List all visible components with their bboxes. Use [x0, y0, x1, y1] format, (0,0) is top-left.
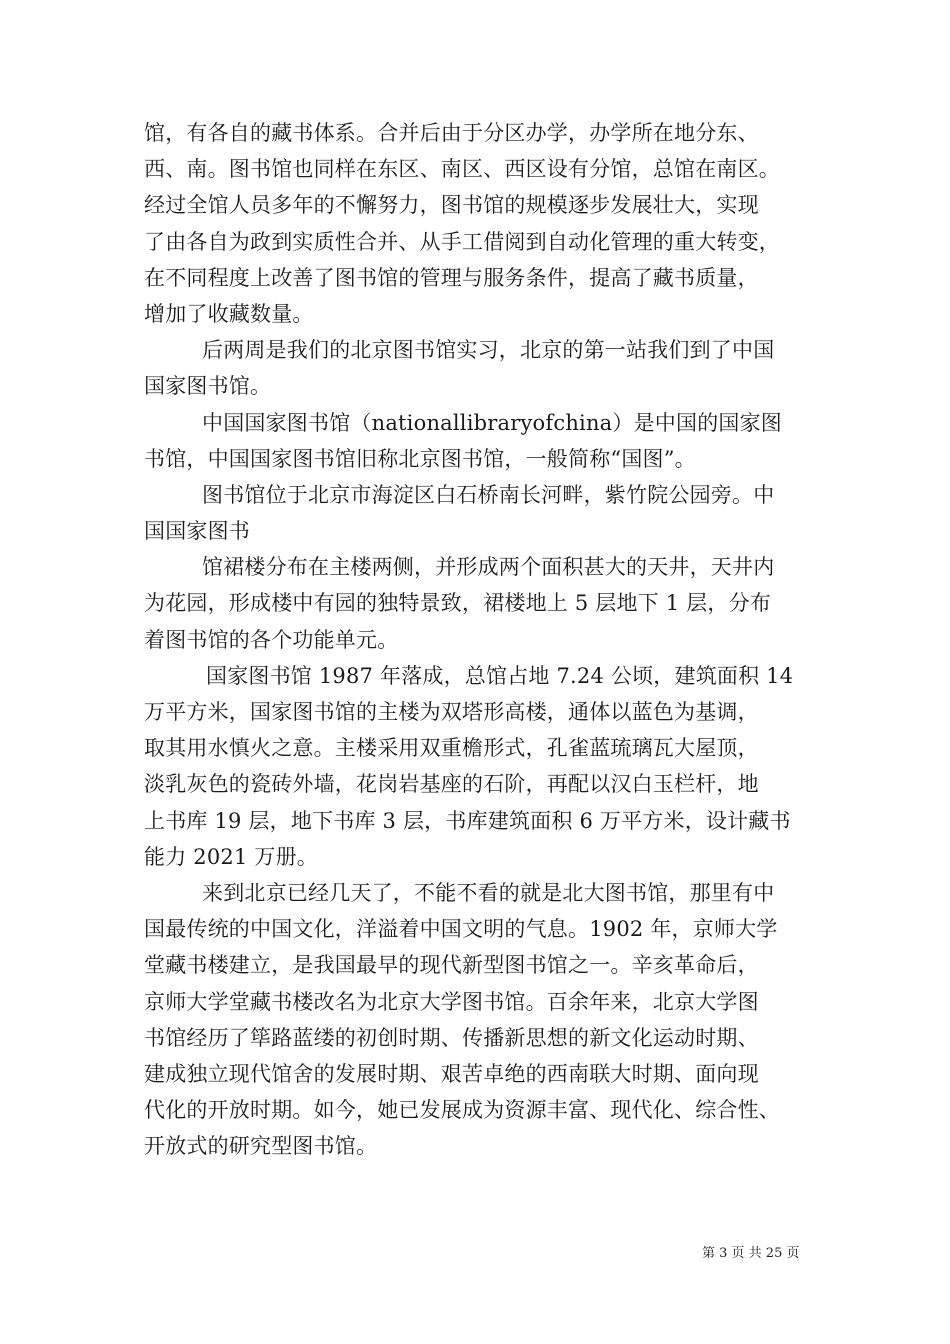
text-line: 国家图书馆 1987 年落成，总馆占地 7.24 公顷，建筑面积 14 [206, 663, 794, 688]
paragraph [144, 332, 834, 404]
text-line: 了由各自为政到实质性合并、从手工借阅到自动化管理的重大转变， [144, 229, 780, 254]
text-line: 西、南。图书馆也同样在东区、南区、西区设有分馆，总馆在南区。 [144, 157, 780, 182]
text-line: 书馆，中国国家图书馆旧称北京图书馆，一般简称“国图”。 [144, 446, 696, 471]
text-line: 在不同程度上改善了图书馆的管理与服务条件，提高了藏书质量， [144, 265, 759, 290]
text-line: 图书馆位于北京市海淀区白石桥南长河畔，紫竹院公园旁。中 [202, 482, 775, 507]
text-line: 代化的开放时期。如今，她已发展成为资源丰富、现代化、综合性、 [144, 1098, 780, 1123]
text-line: 为花园，形成楼中有园的独特景致，裙楼地上 5 层地下 1 层，分布 [144, 591, 772, 616]
paragraph [144, 549, 834, 658]
text-line: 书馆经历了筚路蓝缕的初创时期、传播新思想的新文化运动时期、 [144, 1025, 759, 1050]
text-line: 取其用水慎火之意。主楼采用双重檐形式，孔雀蓝琉璃瓦大屋顶， [144, 736, 759, 761]
text-line: 建成独立现代馆舍的发展时期、艰苦卓绝的西南联大时期、面向现 [144, 1061, 759, 1086]
text-line: 堂藏书楼建立，是我国最早的现代新型图书馆之一。辛亥革命后， [144, 953, 759, 978]
text-line: 国家图书馆。 [144, 374, 272, 399]
document-body [144, 115, 834, 1164]
text-line: 国国家图书 [144, 519, 250, 544]
text-line: 淡乳灰色的瓷砖外墙，花岗岩基座的石阶，再配以汉白玉栏杆，地 [144, 772, 759, 797]
paragraph [144, 115, 834, 332]
paragraph [144, 477, 834, 549]
text-line: 能力 2021 万册。 [144, 844, 318, 869]
text-line: 馆裙楼分布在主楼两侧，并形成两个面积甚大的天井，天井内 [202, 555, 775, 580]
text-line: 经过全馆人员多年的不懈努力，图书馆的规模逐步发展壮大，实现 [144, 193, 759, 218]
page-number-footer: 第 3 页 共 25 页 [702, 1246, 800, 1261]
text-line: 来到北京已经几天了，不能不看的就是北大图书馆，那里有中 [202, 880, 775, 905]
text-line: 京师大学堂藏书楼改名为北京大学图书馆。百余年来，北京大学图 [144, 989, 759, 1014]
text-line: 开放式的研究型图书馆。 [144, 1134, 378, 1159]
paragraph [144, 405, 834, 477]
paragraph [144, 658, 834, 875]
paragraph [144, 875, 834, 1165]
text-line: 万平方米，国家图书馆的主楼为双塔形高楼，通体以蓝色为基调， [144, 700, 759, 724]
text-line: 上书库 19 层，地下书库 3 层，书库建筑面积 6 万平方米，设计藏书 [144, 808, 791, 833]
text-line: 增加了收藏数量。 [144, 301, 314, 326]
text-line: 中国国家图书馆（nationallibraryofchina）是中国的国家图 [202, 410, 783, 435]
text-line: 馆，有各自的藏书体系。合并后由于分区办学，办学所在地分东、 [144, 121, 759, 145]
text-line: 国最传统的中国文化，洋溢着中国文明的气息。1902 年，京师大学 [144, 917, 778, 942]
text-line: 着图书馆的各个功能单元。 [144, 627, 399, 652]
text-line: 后两周是我们的北京图书馆实习，北京的第一站我们到了中国 [202, 338, 775, 363]
